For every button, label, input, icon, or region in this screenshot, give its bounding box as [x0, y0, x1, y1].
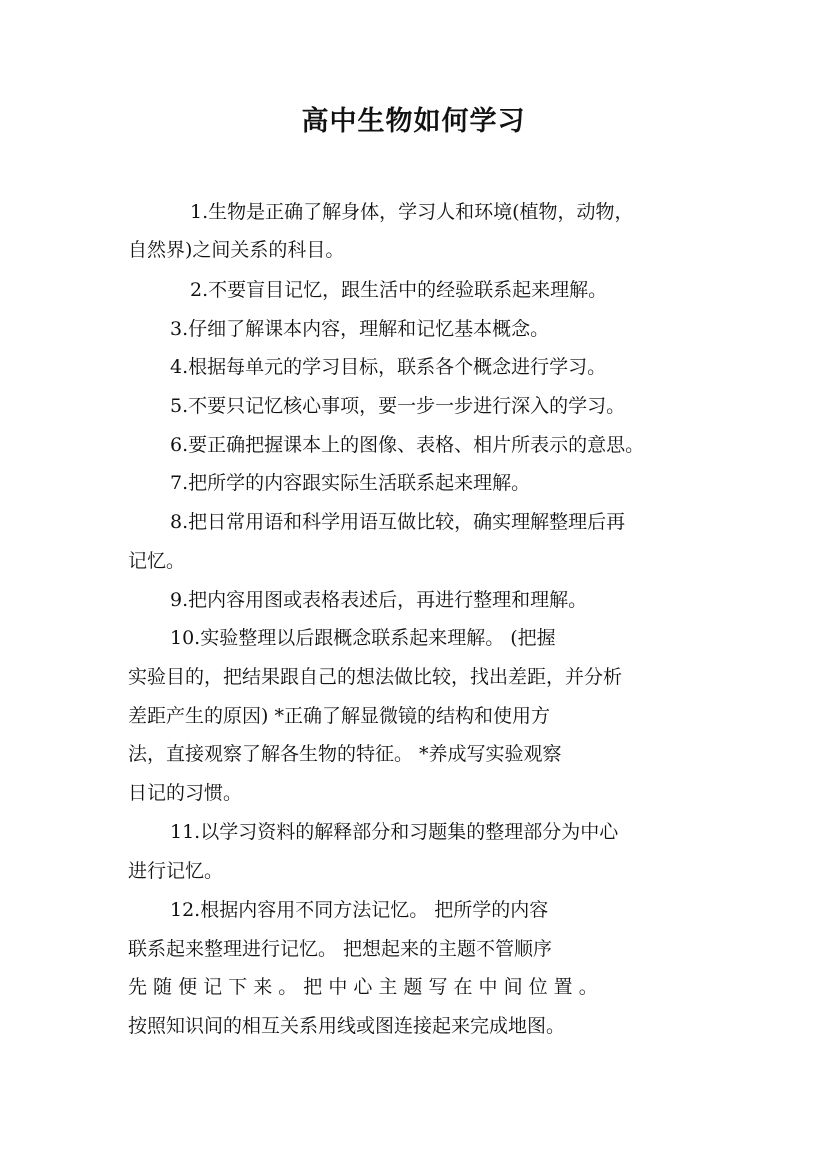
paragraph-line: 10.实验整理以后跟概念联系起来理解。 (把握: [170, 627, 556, 649]
paragraph-line: 12.根据内容用不同方法记忆。 把所学的内容: [170, 899, 549, 921]
paragraph-line: 联系起来整理进行记忆。 把想起来的主题不管顺序: [128, 938, 553, 960]
paragraph-line: 6.要正确把握课本上的图像、表格、相片所表示的意思。: [170, 434, 645, 456]
document-title: 高中生物如何学习: [301, 106, 526, 137]
paragraph-line: 日记的习惯。: [128, 782, 243, 804]
paragraph-line: 11.以学习资料的解释部分和习题集的整理部分为中心: [170, 821, 619, 843]
paragraph-line: 法，直接观察了解各生物的特征。 *养成写实验观察: [128, 743, 562, 765]
paragraph-line: 4.根据每单元的学习目标，联系各个概念进行学习。: [170, 356, 607, 378]
paragraph-line: 自然界)之间关系的科目。: [128, 239, 345, 261]
paragraph-line: 9.把内容用图或表格表述后，再进行整理和理解。: [170, 589, 588, 611]
paragraph-line: 7.把所学的内容跟实际生活联系起来理解。: [170, 472, 531, 494]
paragraph-line: 8.把日常用语和科学用语互做比较，确实理解整理后再: [170, 511, 626, 533]
paragraph-line: 记忆。: [128, 550, 186, 572]
paragraph-line: 5.不要只记忆核心事项，要一步一步进行深入的学习。: [170, 395, 626, 417]
paragraph-line: 1.生物是正确了解身体，学习人和环境(植物，动物，: [190, 201, 634, 223]
paragraph-line: 进行记忆。: [128, 860, 224, 882]
paragraph-line: 差距产生的原因) *正确了解显微镜的结构和使用方: [128, 705, 550, 727]
paragraph-line: 按照知识间的相互关系用线或图连接起来完成地图。: [128, 1015, 566, 1037]
paragraph-line: 3.仔细了解课本内容，理解和记忆基本概念。: [170, 318, 550, 340]
paragraph-line: 实验目的，把结果跟自己的想法做比较，找出差距，并分析: [128, 666, 623, 688]
paragraph-line: 2.不要盲目记忆，跟生活中的经验联系起来理解。: [190, 279, 608, 301]
paragraph-line: 先 随 便 记 下 来 。 把 中 心 主 题 写 在 中 间 位 置 。: [128, 976, 598, 998]
